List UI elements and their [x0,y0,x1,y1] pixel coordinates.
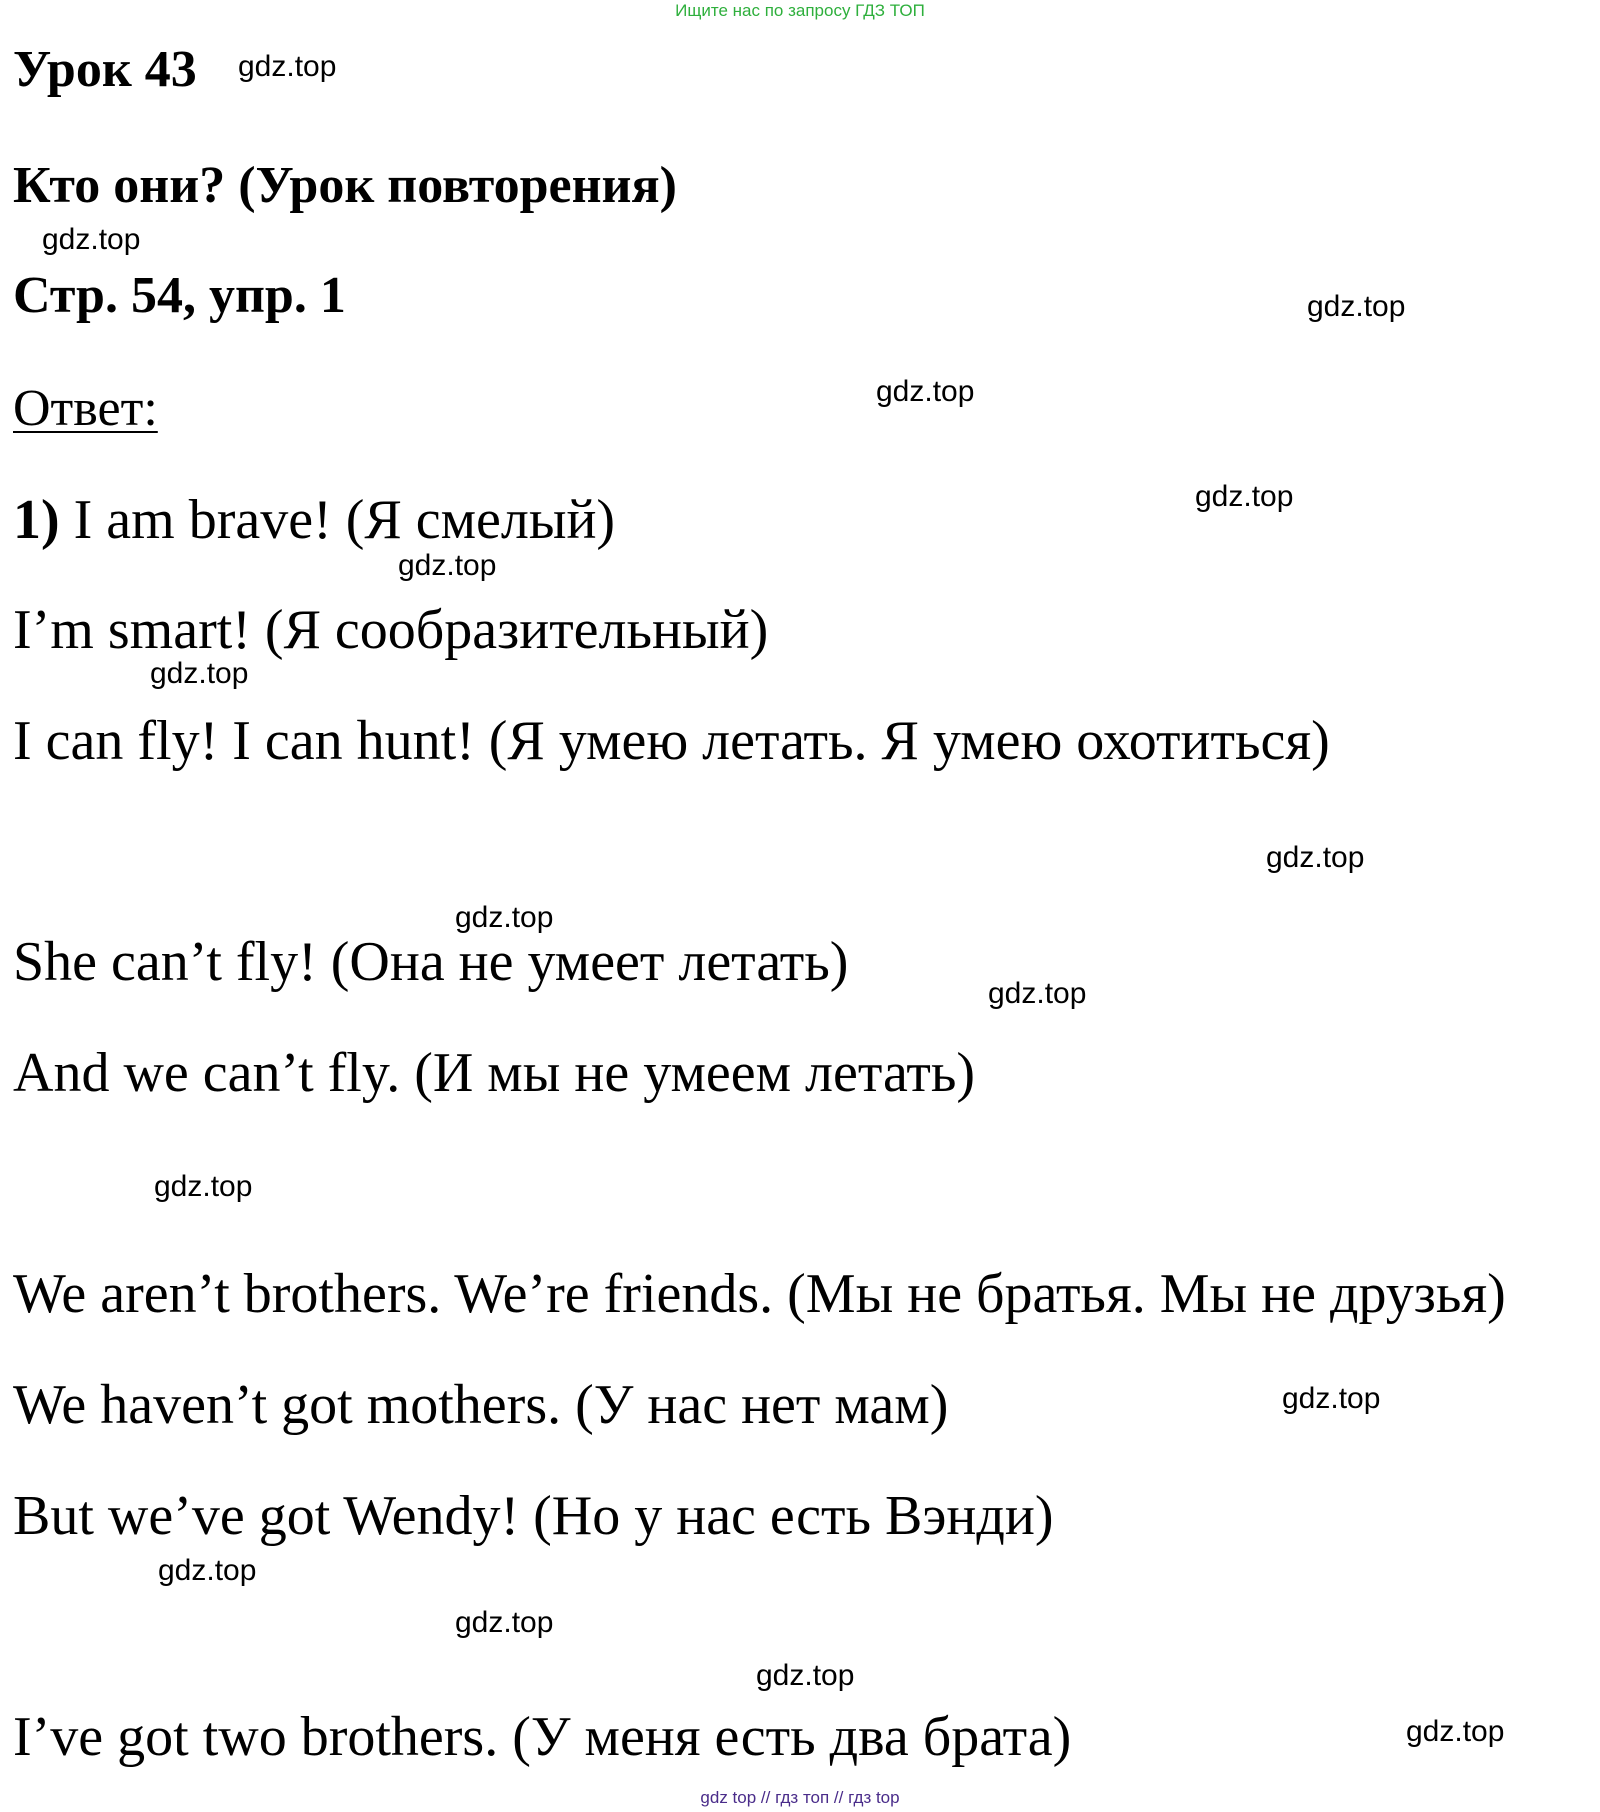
answer-line-8: But we’ve got Wendy! (Но у нас есть Вэнди) [13,1485,1054,1547]
exercise-reference: Стр. 54, упр. 1 [13,267,346,324]
watermark: gdz.top [1195,480,1294,513]
watermark: gdz.top [756,1659,855,1692]
answer-line-3: I can fly! I can hunt! (Я умею летать. Я умею охотиться) [13,710,1330,772]
watermark: gdz.top [238,50,337,83]
watermark: gdz.top [1406,1715,1505,1748]
lesson-title: Урок 43 [13,41,197,98]
top-banner[interactable]: Ищите нас по запросу ГДЗ ТОП [675,1,925,20]
answer-line-2: I’m smart! (Я сообразительный) [13,599,769,661]
answer-line-1-text: I am brave! (Я смелый) [59,489,616,551]
watermark: gdz.top [1282,1382,1381,1415]
watermark: gdz.top [455,1606,554,1639]
answer-label: Ответ: [13,380,158,437]
answer-line-9: I’ve got two brothers. (У меня есть два брата) [13,1706,1072,1768]
footer-links[interactable]: gdz top // гдз топ // гдз top [700,1788,900,1807]
watermark: gdz.top [1266,841,1365,874]
answer-line-7: We haven’t got mothers. (У нас нет мам) [13,1374,949,1436]
answer-line-5: And we can’t fly. (И мы не умеем летать) [13,1042,976,1104]
answer-line-4: She can’t fly! (Она не умеет летать) [13,931,849,993]
watermark: gdz.top [150,657,249,690]
answer-line-6: We aren’t brothers. We’re friends. (Мы не братья. Мы не друзья) [13,1263,1506,1325]
watermark: gdz.top [154,1170,253,1203]
watermark: gdz.top [42,223,141,256]
watermark: gdz.top [158,1554,257,1587]
watermark: gdz.top [988,977,1087,1010]
answer-line-1 [13,489,616,551]
topic-title: Кто они? (Урок повторения) [13,157,677,214]
watermark: gdz.top [876,375,975,408]
watermark: gdz.top [455,901,554,934]
answer-number: 1) [13,489,60,551]
watermark: gdz.top [398,549,497,582]
watermark: gdz.top [1307,290,1406,323]
